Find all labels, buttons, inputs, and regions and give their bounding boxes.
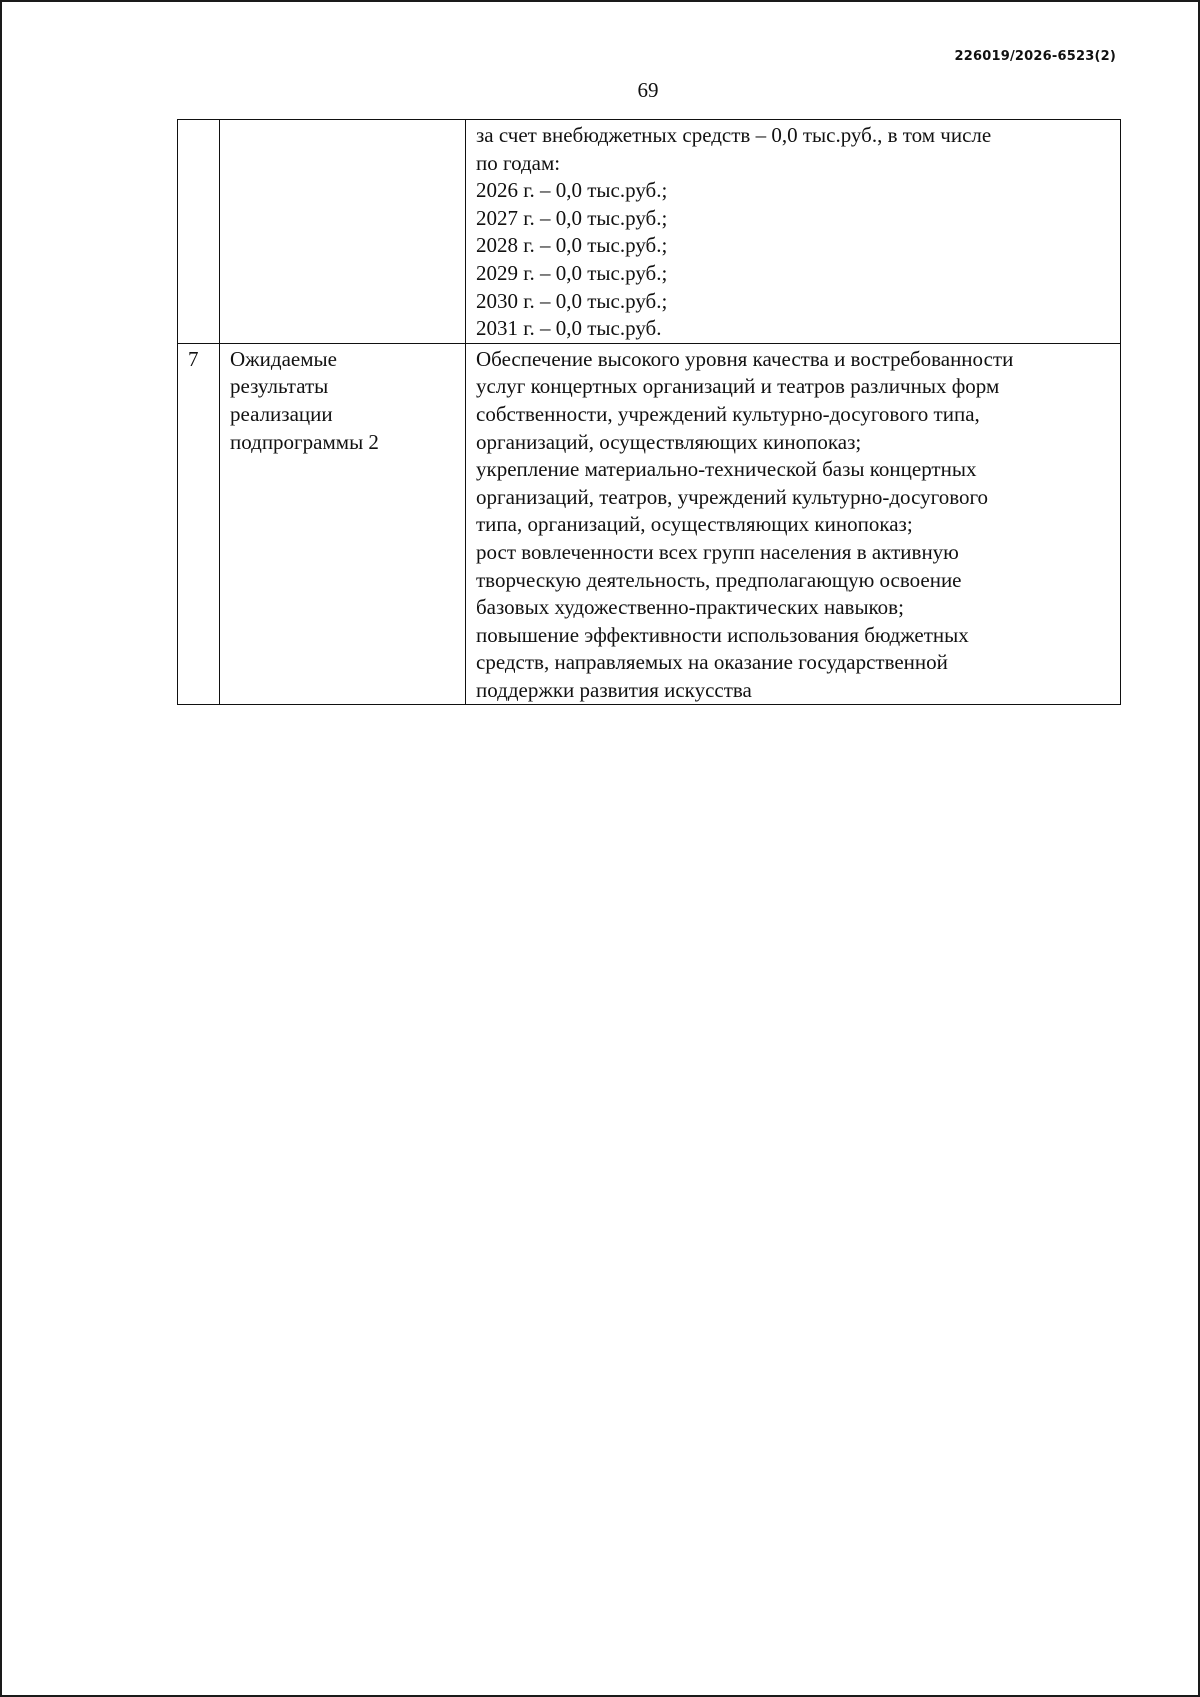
content-line: собственности, учреждений культурно-досугового типа, [476,401,980,426]
content-line: 2027 г. – 0,0 тыс.руб.; [476,205,668,230]
content-line: 2030 г. – 0,0 тыс.руб.; [476,288,668,313]
content-line: 2026 г. – 0,0 тыс.руб.; [476,178,668,203]
row-name-cell [220,120,466,344]
name-line: Ожидаемые [230,346,337,371]
table-row [178,343,1121,705]
content-line: за счет внебюджетных средств – 0,0 тыс.руб., в том числе [476,123,992,147]
content-line: 2031 г. – 0,0 тыс.руб. [476,316,662,341]
name-line: результаты [230,374,329,399]
table-row [178,120,1121,344]
content-line: 2029 г. – 0,0 тыс.руб.; [476,260,668,285]
passport-table [177,119,1121,705]
row-name-cell [220,343,466,705]
content-line: по годам: [476,150,561,175]
content-line: поддержки развития искусства [476,677,752,702]
name-line: реализации [230,401,333,426]
content-line: базовых художественно-практических навыков; [476,595,904,620]
content-line: услуг концертных организаций и театров различных форм [476,374,1000,399]
content-line: организаций, театров, учреждений культурно-досугового [476,484,989,509]
content-line: повышение эффективности использования бюджетных [476,622,969,647]
content-line: рост вовлеченности всех групп населения в активную [476,539,959,564]
row-content-cell [466,120,1121,344]
content-line: типа, организаций, осуществляющих кинопоказ; [476,512,913,537]
content-line: 2028 г. – 0,0 тыс.руб.; [476,233,668,258]
row-number-cell: 7 [178,343,220,705]
content-line: Обеспечение высокого уровня качества и востребованности [476,346,1014,371]
content-line: укрепление материально-технической базы концертных [476,457,977,482]
document-registration-number: 226019/2026-6523(2) [954,49,1116,64]
content-line: организаций, осуществляющих кинопоказ; [476,429,862,454]
row-content-cell [466,343,1121,705]
row-number-cell [178,120,220,344]
name-line: подпрограммы 2 [230,429,379,454]
page-number: 69 [637,78,659,102]
content-line: творческую деятельность, предполагающую освоение [476,567,962,592]
content-line: средств, направляемых на оказание государственной [476,650,948,675]
